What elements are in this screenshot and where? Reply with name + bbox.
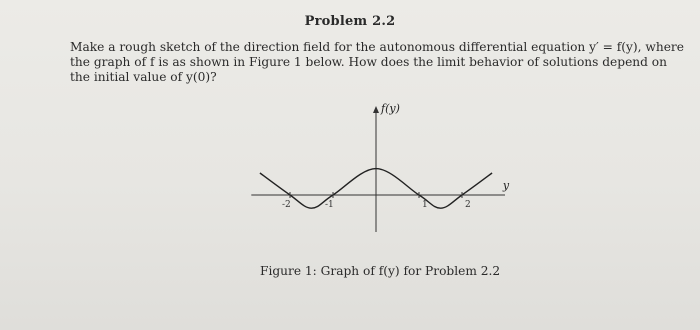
figure-caption: Figure 1: Graph of f(y) for Problem 2.2 — [260, 264, 501, 278]
figure-1 — [246, 98, 526, 238]
problem-title: Problem 2.2 — [304, 14, 396, 29]
problem-line-3: the initial value of y(0)? — [70, 70, 217, 84]
function-graph — [246, 98, 526, 238]
x-tick-label: -2 — [282, 200, 291, 210]
problem-line-1: Make a rough sketch of the direction field for the autonomous differential equation y′ = f(y), where — [70, 40, 684, 54]
x-tick-label: -1 — [325, 200, 334, 210]
f-axis-arrowhead — [373, 106, 379, 113]
x-tick-label: 2 — [465, 200, 471, 210]
problem-line-2: the graph of f is as shown in Figure 1 below. How does the limit behavior of solutions depend on — [70, 55, 667, 69]
f-axis-label: f(y) — [381, 102, 400, 115]
problem-statement — [70, 40, 684, 85]
y-axis-label: y — [502, 179, 510, 192]
x-tick-label: 1 — [422, 200, 428, 210]
